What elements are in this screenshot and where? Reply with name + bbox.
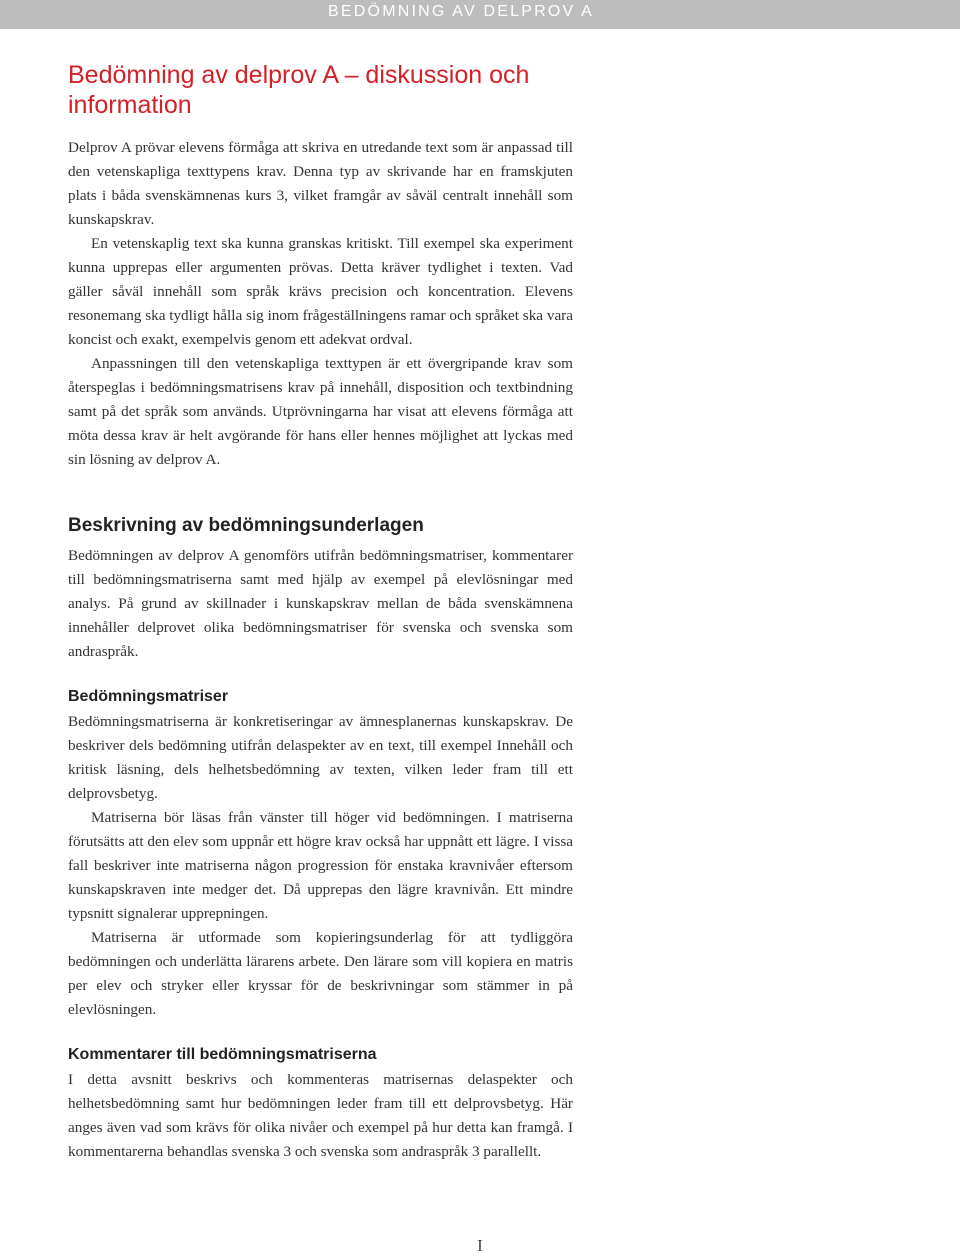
subsection-title-kommentarer: Kommentarer till bedömningsmatriserna — [68, 1046, 377, 1063]
running-header-title: BEDÖMNING AV DELPROV A — [328, 3, 594, 20]
paragraph: Matriserna är utformade som kopieringsunderlag för att tydliggöra bedömningen och underlätta lärarens arbete. Den lärare som vill kopiera en matris per elev och stryker eller kryssar för de beskrivningar som stämmer in på elevlösningen. — [68, 929, 573, 1018]
page-number: I — [477, 1236, 483, 1255]
paragraph: Anpassningen till den vetenskapliga texttypen är ett övergripande krav som återspeglas i bedömningsmatrisens krav på innehåll, disposition och textbindning samt på det språk som används. Utprövningarna har visat att elevens förmåga att möta dessa krav är helt avgörande för hans eller hennes möjlighet att lyckas med sin lösning av delprov A. — [68, 355, 573, 468]
section-title-underlag: Beskrivning av bedömningsunderlagen — [68, 515, 424, 536]
paragraph: I detta avsnitt beskrivs och kommenteras matrisernas delaspekter och helhetsbedömning samt hur bedömningen leder fram till ett delprovsbetyg. Här anges även vad som krävs för olika nivåer och exempel på hur detta kan framgå. I kommentarerna behandlas svenska 3 och svenska som andraspråk 3 parallellt. — [68, 1071, 573, 1160]
paragraph: Bedömningsmatriserna är konkretiseringar av ämnesplanernas kunskapskrav. De beskriver dels bedömning utifrån delaspekter av en text, till exempel Innehåll och kritisk läsning, dels helhetsbedömning av texten, vilken leder fram till ett delprovsbetyg. — [68, 713, 573, 802]
paragraph: Matriserna bör läsas från vänster till höger vid bedömningen. I matriserna förutsätts att den elev som uppnår ett högre krav också har uppnått ett lägre. I vissa fall beskriver inte matriserna någon progression för enstaka kravnivåer eftersom kunskapskraven inte medger det. Då upprepas den lägre kravnivån. Ett mindre typsnitt signalerar upprepningen. — [68, 809, 573, 922]
paragraph: Delprov A prövar elevens förmåga att skriva en utredande text som är anpassad till den vetenskapliga texttypens krav. Denna typ av skrivande har en framskjuten plats i båda svenskämnenas kurs 3, vilket framgår av såväl centralt innehåll som kunskapskrav. — [68, 139, 573, 228]
paragraph: En vetenskaplig text ska kunna granskas kritiskt. Till exempel ska experiment kunna upprepas eller argumenten prövas. Detta kräver tydlighet i texten. Vad gäller såväl innehåll som språk krävs precision och koncentration. Elevens resonemang ska tydligt hålla sig inom frågeställningens ramar och språket ska vara koncist och exakt, exempelvis genom ett adekvat ordval. — [68, 235, 573, 348]
running-header-bar — [0, 0, 960, 29]
paragraph: Bedömningen av delprov A genomförs utifrån bedömningsmatriser, kommentarer till bedömningsmatriserna samt med hjälp av exempel på elevlösningar med analys. På grund av skillnader i kunskapskrav mellan de båda svenskämnena innehåller delprovet olika bedömningsmatriser för svenska och svenska som andraspråk. — [68, 547, 573, 660]
page-content — [68, 60, 573, 1164]
subsection-title-matriser: Bedömningsmatriser — [68, 688, 229, 705]
section-title-discussion: Bedömning av delprov A – diskussion och information — [68, 61, 530, 119]
